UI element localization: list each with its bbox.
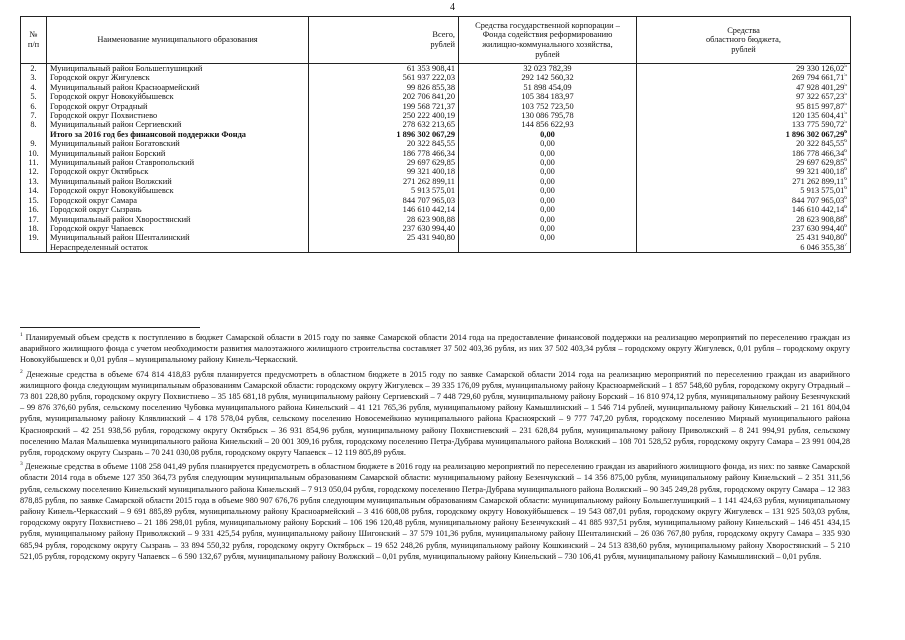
page-number: 4 [450,2,455,13]
footnote-ref: 6 [844,129,847,136]
row-number-text: 15. [28,195,39,205]
row-total-text: 278 632 213,65 [402,120,455,130]
footnote-text: Планируемый объем средств к поступлению в бюджет Самарской области в 2015 году по заявке Самарской области 2014 года на предоставление финансовой поддержки на реализацию мероприятий по переселению граждан из аварийного жилищного фонда с учетом необходимости развития малоэтажного жилищного строительства составляет 37 502 403,36 рубля, из них 37 502 403,34 рубля – городскому округу Жигулевск, 0,01 рубля – городскому округу Новокуйбышевск и 0,01 рубля – муниципальному району Кинель-Черкасский. [20,333,851,365]
row-regional [637,243,851,253]
row-fund [459,64,637,74]
table-header-row [21,17,851,64]
row-total-text: 199 568 721,37 [402,101,455,111]
row-regional [637,64,851,74]
row-fund [459,167,637,176]
row-name [47,233,309,242]
row-total-text: 237 630 994,40 [402,223,455,233]
row-name [47,243,309,253]
row-total [309,158,459,167]
row-fund-text: 0,00 [540,195,555,205]
row-regional-text: 271 262 899,11 [792,176,845,186]
table-row [21,149,851,158]
row-total [309,196,459,205]
footnote [20,332,850,366]
row-fund [459,139,637,148]
row-number [21,73,47,82]
table-row [21,83,851,92]
row-number [21,196,47,205]
row-total [309,233,459,242]
row-name-text: Муниципальный район Борский [50,148,166,158]
table-row [21,120,851,129]
row-fund [459,102,637,111]
table-row [21,92,851,101]
row-fund-text: 32 023 782,39 [523,64,572,73]
row-number [21,177,47,186]
row-number-text: 7. [30,111,37,121]
row-total [309,205,459,214]
row-name [47,186,309,195]
row-number-text: 5. [30,92,37,102]
col-header-total-text: Всего, рублей [430,30,455,49]
row-number [21,149,47,158]
col-header-total [309,17,459,64]
row-name-text: Муниципальный район Богатовский [50,139,180,149]
footnote-ref: 6 [844,167,847,173]
footnote-ref: 6 [844,186,847,192]
footnote-text: Денежные средства в объеме 1108 258 041,49 рубля планируется предусмотреть в областном бюджете в 2016 году на реализацию мероприятий по переселению граждан из аварийного жилищного фонда, из них: по заявке Самарской области 2014 года в объеме 127 350 364,73 рубля следующим муниципальным образованиям Самарской области: муниципальному району Безенчукский – 14 356 875,00 рубля, муниципальному району Кинельский – 2 351 311,56 рубля, сельскому поселению Кинельский муниципального района Кинельский – 7 913 050,04 рубля, городскому поселению Петра-Дубрава муниципального района Волжский – 90 345 249,28 рубля, городскому округу Самара – 12 383 878,85 рубля, по заявке Самарской области 2015 года в объеме 980 907 676,76 рубля следующим муниципальным образованиям Самарской области: муниципальному району Большеглушицкий – 1 141 424,63 рубля, муниципальному району Кинель-Черкасский – 9 691 885,89 рубля, муниципальному району Красноармейский – 3 416 608,08 рубля, городскому округу Новокуйбышевск – 19 543 087,01 рубля, городскому округу Жигулевск – 131 925 503,03 рубля, городскому округу Похвистнево – 21 186 298,01 рубля, муниципальному району Борский – 106 196 120,48 рубля, муниципальному району Безенчукский – 41 885 937,51 рубля, муниципальному району Кинельский – 146 451 434,15 рубля, муниципальному району Приволжский – 9 331 425,54 рубля, муниципальному району Шигонский – 37 579 101,36 рубля, муниципальному району Шенталинский – 26 036 767,80 рубля, городскому округу Самара – 335 930 685,94 рубля, городскому округу Сызрань – 33 894 550,32 рубля, городскому округу Октябрьск – 19 652 248,26 рубля, муниципальному району Кошкинский – 24 513 838,60 рубля, муниципальному району Хворостянский – 5 210 521,05 рубля, городскому округу Чапаевск – 6 590 132,67 рубля, муниципальному району Волжский – 0,01 рубля, муниципальному району Кинельский – 730 106,41 рубля, муниципальному району Камышлинский – 0,01 рубля. [20,462,850,561]
footnote-ref: 6 [844,233,847,239]
row-regional [637,149,851,158]
row-name-text: Нераспределенный остаток [50,242,148,252]
table-row [21,111,851,120]
row-fund-text: 0,00 [540,167,555,177]
row-number [21,120,47,129]
row-fund [459,111,637,120]
row-regional-text: 186 778 466,34 [791,148,845,158]
footnote-ref: 6 [844,176,847,183]
row-regional [637,102,851,111]
row-name [47,102,309,111]
footnote-ref: 6 [844,223,847,230]
row-total-text: 28 623 908,88 [406,214,455,224]
row-number [21,92,47,101]
row-total [309,92,459,101]
row-name-text: Муниципальный район Шенталинский [50,233,190,243]
row-fund-text: 130 086 795,78 [521,111,574,121]
row-fund [459,92,637,101]
row-regional-text: 99 321 400,18 [796,167,845,177]
row-total-text: 99 321 400,18 [406,167,455,177]
row-regional-text: 20 322 845,55 [796,139,845,149]
row-fund-text: 0,00 [540,214,555,224]
row-total [309,111,459,120]
row-regional-text: 47 928 401,29 [796,82,845,92]
row-name [47,64,309,74]
footnote-ref: 6 [844,148,847,154]
row-name-text: Муниципальный район Большеглушицкий [50,64,203,73]
row-name [47,111,309,120]
row-regional-text: 237 630 994,40 [791,223,845,233]
table-row [21,224,851,233]
row-fund [459,149,637,158]
row-number [21,186,47,195]
footnote-ref: 6 [844,195,847,201]
row-total-text: 29 697 629,85 [406,158,455,168]
col-header-regional [637,17,851,64]
row-name-text: Городской округ Жигулевск [50,73,150,83]
col-header-number-text: № п/п [27,30,40,49]
row-number [21,130,47,139]
row-fund [459,243,637,253]
row-total [309,102,459,111]
footnote-ref: 5 [844,82,847,89]
row-fund-text: 0,00 [540,148,555,158]
row-name [47,205,309,214]
row-name-text: Городской округ Октябрьск [50,167,149,177]
row-number [21,205,47,214]
row-name-text: Городской округ Новокуйбышевск [50,186,174,196]
col-header-name-text: Наименование муниципального образования [97,35,258,45]
footnote-ref: 6 [844,214,847,220]
row-number-text: 16. [28,205,39,215]
row-name [47,139,309,148]
row-regional-text: 29 697 629,85 [796,158,845,168]
row-fund-text: 0,00 [540,205,555,215]
row-fund-text: 0,00 [540,158,555,168]
row-regional [637,167,851,176]
row-number [21,243,47,253]
row-total [309,139,459,148]
row-total [309,167,459,176]
row-fund-text: 103 752 723,50 [521,101,574,111]
funding-table [20,16,851,253]
row-regional-text: 269 794 661,71 [791,73,845,83]
footnote-mark: 2 [20,368,23,375]
table-row [21,205,851,214]
col-header-fund-text: Средства государственной корпорации – Фонда содействия реформированию жилищно-коммунального хозяйства, рублей [475,20,620,59]
row-fund [459,186,637,195]
row-total-text: 1 896 302 067,29 [396,129,455,139]
row-number [21,215,47,224]
row-total [309,73,459,82]
row-regional [637,224,851,233]
row-total [309,224,459,233]
row-regional-text: 29 330 126,02 [796,64,845,73]
row-number-text: 3. [30,73,37,83]
row-fund-text: 292 142 560,32 [521,73,574,83]
row-fund-text: 0,00 [540,129,555,139]
row-regional-text: 844 707 965,03 [791,195,845,205]
row-number [21,224,47,233]
row-number-text: 18. [28,223,39,233]
row-regional-text: 95 815 997,87 [796,101,845,111]
footnote-ref: 6 [844,158,847,164]
row-name-text: Муниципальный район Красноармейский [50,82,200,92]
table-row [21,167,851,176]
row-number [21,233,47,242]
row-regional-text: 133 775 590,72 [791,120,845,130]
footnote-ref: 5 [844,63,847,70]
row-name-text: Городской округ Сызрань [50,205,142,215]
footnote [20,369,850,459]
footnote-ref: 5 [844,101,847,107]
row-name-text: Городской округ Похвистнево [50,111,158,121]
row-regional [637,120,851,129]
row-fund [459,205,637,214]
row-total-text: 146 610 442,14 [402,205,455,215]
row-total [309,130,459,139]
row-number-text: 2. [30,64,37,73]
row-number [21,64,47,74]
row-number-text: 10. [28,148,39,158]
table-row [21,186,851,195]
row-number [21,139,47,148]
row-number [21,111,47,120]
row-regional-text: 25 431 940,80 [796,233,845,243]
row-regional [637,186,851,195]
footnote-ref: 7 [844,242,847,248]
row-fund [459,233,637,242]
row-number-text: 6. [30,101,37,111]
row-regional-text: 146 610 442,14 [791,205,845,215]
row-name [47,83,309,92]
row-regional [637,83,851,92]
table-row [21,215,851,224]
row-regional [637,139,851,148]
row-name [47,158,309,167]
row-total [309,177,459,186]
row-number [21,158,47,167]
row-name [47,130,309,139]
row-name [47,120,309,129]
row-total-text: 844 707 965,03 [402,195,455,205]
row-total-text: 202 706 841,20 [402,92,455,102]
row-number [21,102,47,111]
footnote-ref: 5 [844,73,847,79]
col-header-regional-text: Средства областного бюджета, рублей [705,25,781,54]
row-total-text: 186 778 466,34 [402,148,455,158]
row-fund [459,73,637,82]
table-row [21,158,851,167]
row-name-text: Городской округ Чапаевск [50,223,144,233]
row-total [309,149,459,158]
row-total-text: 25 431 940,80 [406,233,455,243]
footnote-ref: 5 [844,120,847,126]
row-fund-text: 0,00 [540,176,555,186]
row-fund [459,224,637,233]
row-name [47,167,309,176]
footnote-ref: 6 [844,205,847,211]
row-total-text: 61 353 908,41 [406,64,455,73]
col-header-name [47,17,309,64]
row-fund [459,196,637,205]
row-name-text: Муниципальный район Хворостянский [50,214,191,224]
row-fund-text: 51 898 454,09 [523,82,572,92]
row-number-text: 4. [30,82,37,92]
row-name [47,196,309,205]
footnote-ref: 6 [844,139,847,145]
row-number-text: 8. [30,120,37,130]
row-regional [637,233,851,242]
row-name [47,215,309,224]
row-regional [637,92,851,101]
row-fund-text: 144 856 622,93 [521,120,574,130]
table-row [21,73,851,82]
row-total [309,120,459,129]
row-total-text: 99 826 855,38 [406,82,455,92]
footnote-mark: 3 [20,461,23,468]
row-name-text: Муниципальный район Сергиевский [50,120,182,130]
row-regional-text: 5 913 575,01 [800,186,845,196]
row-total-text: 250 222 400,19 [402,111,455,121]
row-regional [637,73,851,82]
row-name [47,73,309,82]
table-row [21,64,851,74]
row-fund-text: 0,00 [540,186,555,196]
row-regional [637,177,851,186]
row-fund [459,215,637,224]
row-name-text: Городской округ Новокуйбышевск [50,92,174,102]
row-name-text: Муниципальный район Волжский [50,176,172,186]
row-number-text: 9. [30,139,37,149]
row-fund-text: 105 384 183,97 [521,92,574,102]
row-regional-text: 97 322 657,23 [796,92,845,102]
row-total [309,215,459,224]
table-row [21,177,851,186]
row-fund-text: 0,00 [540,223,555,233]
row-number-text: 14. [28,186,39,196]
row-regional [637,215,851,224]
row-total [309,83,459,92]
row-regional-text: 6 046 355,38 [800,242,845,252]
row-number-text: 13. [28,176,39,186]
footnotes [20,332,850,565]
row-fund-text: 0,00 [540,139,555,149]
row-regional-text: 120 135 604,41 [791,111,845,121]
table-row [21,102,851,111]
row-name [47,149,309,158]
row-regional-text: 28 623 908,88 [796,214,845,224]
table-row [21,196,851,205]
row-name-text: Городской округ Отрадный [50,101,148,111]
row-number-text: 12. [28,167,39,177]
table-body [21,64,851,253]
row-regional [637,196,851,205]
col-header-fund [459,17,637,64]
table-row [21,233,851,242]
row-name [47,92,309,101]
row-total-text: 561 937 222,03 [402,73,455,83]
row-regional [637,130,851,139]
footnote-ref: 5 [844,92,847,98]
row-total [309,243,459,253]
row-regional [637,158,851,167]
footnote [20,461,850,562]
row-fund-text: 0,00 [540,233,555,243]
row-name [47,177,309,186]
row-name-text: Муниципальный район Ставропольский [50,158,195,168]
row-number [21,83,47,92]
row-fund [459,83,637,92]
row-total [309,64,459,74]
table-row [21,243,851,253]
row-name-text: Городской округ Самара [50,195,138,205]
row-regional-text: 1 896 302 067,29 [785,129,845,139]
row-name-text: Итого за 2016 год без финансовой поддержки Фонда [50,129,246,139]
table-row [21,139,851,148]
row-fund [459,158,637,167]
footnote-text: Денежные средства в объеме 674 814 418,83 рубля планируется предусмотреть в областном бюджете в 2015 году по заявке Самарской области 2014 года на реализацию мероприятий по переселению граждан из аварийного жилищного фонда следующим муниципальным образованиям Самарской области: городскому округу Жигулевск – 39 335 176,09 рубля, муниципальному району Красноармейский – 1 857 548,60 рубля, городскому округу Отрадный – 73 801 228,80 рубля, городскому округу Похвистнево – 35 185 681,18 рубля, муниципальному району Сергиевский – 7 448 729,60 рубля, муниципальному району Борский – 16 810 974,12 рубля, муниципальному району Безенчукский – 99 876 376,60 рубля, сельскому поселению Чубовка муниципального района Кинельский – 41 121 765,36 рубля, муниципальному району Камышлинский – 1 546 714 рублей, муниципальному району Кинельский – 21 161 804,04 рубля, муниципальному району Клявлинский – 4 178 578,04 рубля, сельскому поселению Новосемейкино муниципального района Красноярский – 9 777 747,20 рубля, городскому поселению Мирный муниципального района Красноярский – 42 251 938,56 рубля, городскому округу Октябрьск – 36 931 854,96 рубля, муниципальному району Похвистневский – 231 628,84 рубля, муниципальному району Приволжский – 8 241 994,91 рубля, сельскому поселению Малая Малышевка муниципального района Кинельский – 20 001 309,16 рубля, городскому поселению Петра-Дубрава муниципального района Волжский – 108 701 528,52 рубля, городскому округу Самара – 23 991 004,28 рубля, городскому округу Сызрань – 70 241 030,08 рубля, городскому округу Чапаевск – 12 119 805,89 рубля. [20,369,850,458]
row-total [309,186,459,195]
col-header-number [21,17,47,64]
footnote-ref: 5 [844,111,847,117]
row-fund [459,120,637,129]
row-regional [637,205,851,214]
row-total-text: 20 322 845,55 [406,139,455,149]
footnote-mark: 1 [20,332,23,339]
row-number-text: 19. [28,233,39,243]
row-number-text: 11. [28,158,39,168]
row-total-text: 271 262 899,11 [402,176,455,186]
table-row [21,130,851,139]
row-number [21,167,47,176]
row-fund [459,177,637,186]
footnote-separator [20,327,200,328]
row-regional [637,111,851,120]
row-total-text: 5 913 575,01 [411,186,455,196]
row-fund [459,130,637,139]
row-number-text: 17. [28,214,39,224]
row-name [47,224,309,233]
